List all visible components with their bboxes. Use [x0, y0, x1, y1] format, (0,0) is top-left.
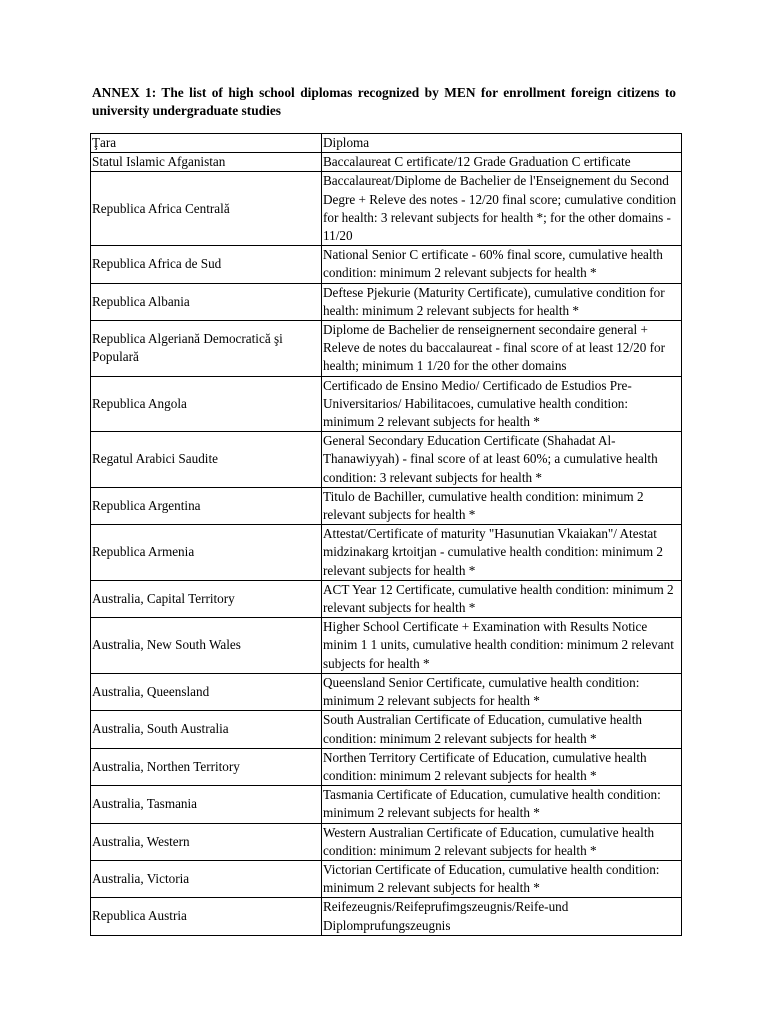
diploma-cell: Queensland Senior Certificate, cumulative health condition: minimum 2 relevant subjects for health * — [322, 673, 682, 710]
table-row — [91, 898, 682, 935]
country-cell: Australia, Tasmania — [91, 786, 322, 823]
country-cell: Republica Algeriană Democratică şi Populară — [91, 321, 322, 377]
diploma-cell: Diplome de Bachelier de renseignernent secondaire general + Releve de notes du baccalaureat - final score of at least 12/20 for health; minimum 1 1/20 for the other domains — [322, 321, 682, 377]
country-cell: Australia, New South Wales — [91, 618, 322, 674]
diploma-table-body — [91, 134, 682, 936]
diploma-table — [90, 133, 682, 936]
table-row — [91, 860, 682, 897]
header-country: Ţara — [91, 134, 322, 153]
table-row — [91, 172, 682, 246]
diploma-cell: Reifezeugnis/Reifeprufimgszeugnis/Reife-und Diplomprufungszeugnis — [322, 898, 682, 935]
table-row — [91, 283, 682, 320]
country-cell: Australia, Western — [91, 823, 322, 860]
country-cell: Australia, South Australia — [91, 711, 322, 748]
country-cell: Republica Austria — [91, 898, 322, 935]
country-cell: Republica Africa de Sud — [91, 246, 322, 283]
diploma-cell: Titulo de Bachiller, cumulative health condition: minimum 2 relevant subjects for health * — [322, 487, 682, 524]
table-row — [91, 580, 682, 617]
country-cell: Republica Angola — [91, 376, 322, 432]
table-row — [91, 711, 682, 748]
table-row — [91, 246, 682, 283]
table-row — [91, 153, 682, 172]
country-cell: Statul Islamic Afganistan — [91, 153, 322, 172]
diploma-cell: Deftese Pjekurie (Maturity Certificate), cumulative condition for health: minimum 2 relevant subjects for health * — [322, 283, 682, 320]
table-row — [91, 786, 682, 823]
country-cell: Australia, Capital Territory — [91, 580, 322, 617]
country-cell: Regatul Arabici Saudite — [91, 432, 322, 488]
table-row — [91, 748, 682, 785]
diploma-cell: Baccalaureat/Diplome de Bachelier de l'Enseignement du Second Degre + Releve des notes - 12/20 final score; cumulative condition for health: 3 relevant subjects for health *; for the other domains - 11/20 — [322, 172, 682, 246]
country-cell: Republica Armenia — [91, 525, 322, 581]
diploma-cell: Higher School Certificate + Examination with Results Notice minim 1 1 units, cumulative health condition: minimum 2 relevant subjects for health * — [322, 618, 682, 674]
diploma-cell: Baccalaureat C ertificate/12 Grade Graduation C ertificate — [322, 153, 682, 172]
table-row — [91, 321, 682, 377]
country-cell: Republica Argentina — [91, 487, 322, 524]
country-cell: Australia, Northen Territory — [91, 748, 322, 785]
annex-heading: ANNEX 1: The list of high school diplomas recognized by MEN for enrollment foreign citizens to university undergraduate studies — [92, 85, 676, 118]
diploma-cell: Victorian Certificate of Education, cumulative health condition: minimum 2 relevant subjects for health * — [322, 860, 682, 897]
table-row — [91, 432, 682, 488]
diploma-cell: Western Australian Certificate of Education, cumulative health condition: minimum 2 relevant subjects for health * — [322, 823, 682, 860]
diploma-cell: National Senior C ertificate - 60% final score, cumulative health condition: minimum 2 relevant subjects for health * — [322, 246, 682, 283]
diploma-cell: Northen Territory Certificate of Education, cumulative health condition: minimum 2 relevant subjects for health * — [322, 748, 682, 785]
table-row — [91, 487, 682, 524]
table-row — [91, 376, 682, 432]
diploma-cell: Certificado de Ensino Medio/ Certificado de Estudios Pre-Universitarios/ Habilitacoes, cumulative health condition: minimum 2 relevant subjects for health * — [322, 376, 682, 432]
diploma-cell: Tasmania Certificate of Education, cumulative health condition: minimum 2 relevant subjects for health * — [322, 786, 682, 823]
country-cell: Australia, Queensland — [91, 673, 322, 710]
diploma-cell: South Australian Certificate of Education, cumulative health condition: minimum 2 relevant subjects for health * — [322, 711, 682, 748]
header-diploma: Diploma — [322, 134, 682, 153]
diploma-cell: ACT Year 12 Certificate, cumulative health condition: minimum 2 relevant subjects for health * — [322, 580, 682, 617]
table-row — [91, 823, 682, 860]
table-row — [91, 673, 682, 710]
diploma-cell: Attestat/Certificate of maturity "Hasunutian Vkaiakan"/ Atestat midzinakarg krtoitjan - cumulative health condition: minimum 2 relevant subjects for health * — [322, 525, 682, 581]
country-cell: Republica Albania — [91, 283, 322, 320]
diploma-cell: General Secondary Education Certificate (Shahadat Al-Thanawiyyah) - final score of at least 60%; a cumulative health condition: 3 relevant subjects for health * — [322, 432, 682, 488]
table-header-row — [91, 134, 682, 153]
table-row — [91, 525, 682, 581]
table-row — [91, 618, 682, 674]
country-cell: Australia, Victoria — [91, 860, 322, 897]
country-cell: Republica Africa Centrală — [91, 172, 322, 246]
